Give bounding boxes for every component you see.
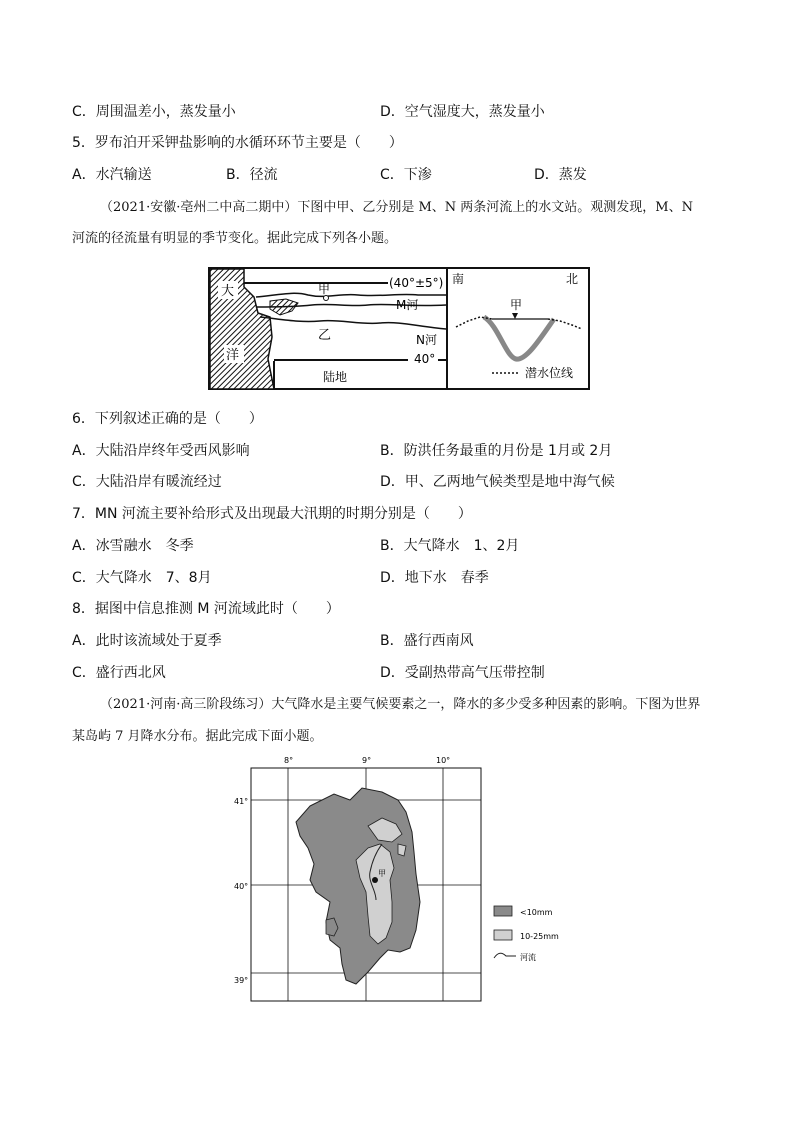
lat-top-label: (40°±5°) <box>389 276 444 290</box>
station-jia-map-label: 甲 <box>378 869 386 878</box>
legend-lt10-swatch <box>494 906 512 916</box>
q6-option-b: B．防洪任务最重的月份是 1月或 2月 <box>380 443 613 459</box>
q8-option-c: C．盛行西北风 <box>72 665 166 681</box>
lat-40-label: 40° <box>414 352 436 366</box>
lat-41-label: 41° <box>234 797 249 806</box>
q8-option-d: D．受副热带高气压带控制 <box>380 665 545 681</box>
q6-option-d: D．甲、乙两地气候类型是地中海气候 <box>380 474 615 490</box>
lon-9-label: 9° <box>362 756 372 765</box>
land-label: 陆地 <box>323 370 348 384</box>
lat-40-label: 40° <box>234 882 249 891</box>
ocean-label-1: 大 <box>221 284 235 299</box>
q6-option-a: A．大陆沿岸终年受西风影响 <box>72 443 250 459</box>
intro1-line1: （2021·安徽·亳州二中高二期中）下图中甲、乙分别是 M、N 两条河流上的水文站。观测发现，M、N <box>100 200 693 215</box>
river-m-label: M河 <box>396 298 419 312</box>
station-jia-label: 甲 <box>318 282 331 296</box>
ocean-label-2: 洋 <box>226 348 240 363</box>
lat-39-label: 39° <box>234 976 249 985</box>
legend-river-icon <box>494 953 516 958</box>
legend-10-25-label: 10-25mm <box>520 932 559 941</box>
q7-option-c: C．大气降水 7、8月 <box>72 570 212 586</box>
station-yi-label: 乙 <box>318 328 332 343</box>
q5-stem: 5．罗布泊开采钾盐影响的水循环环节主要是（ ） <box>72 135 403 151</box>
q4-option-d: D．空气湿度大，蒸发量小 <box>380 104 545 120</box>
legend-lt10-label: <10mm <box>520 908 553 917</box>
q7-option-d: D．地下水 春季 <box>380 570 489 586</box>
q8-stem: 8．据图中信息推测 M 河流域此时（ ） <box>72 601 340 617</box>
q5-option-b: B．径流 <box>226 167 278 183</box>
direction-south: 南 <box>452 272 465 286</box>
river-n-label: N河 <box>416 333 437 347</box>
q6-option-c: C．大陆沿岸有暖流经过 <box>72 474 222 490</box>
q5-option-a: A．水汽输送 <box>72 167 152 183</box>
q7-option-a: A．冰雪融水 冬季 <box>72 538 194 554</box>
intro2-line1: （2021·河南·高三阶段练习）大气降水是主要气候要素之一，降水的多少受多种因素的影响。下图为世界 <box>100 697 701 712</box>
legend-10-25-swatch <box>494 930 512 940</box>
station-jia-dot <box>324 296 329 301</box>
q6-stem: 6．下列叙述正确的是（ ） <box>72 411 263 427</box>
q5-option-c: C．下渗 <box>380 167 432 183</box>
q8-option-a: A．此时该流域处于夏季 <box>72 633 222 649</box>
q7-option-b: B．大气降水 1、2月 <box>380 538 520 554</box>
intro2-line2: 某岛屿 7 月降水分布。据此完成下面小题。 <box>72 729 323 744</box>
station-profile-label: 甲 <box>510 298 523 312</box>
q7-stem: 7．MN 河流主要补给形式及出现最大汛期的时期分别是（ ） <box>72 506 472 522</box>
q8-option-b: B．盛行西南风 <box>380 633 474 649</box>
q5-option-d: D．蒸发 <box>534 167 587 183</box>
river-station-figure <box>208 267 590 391</box>
lon-10-label: 10° <box>436 756 451 765</box>
legend-river-label: 河流 <box>520 953 536 962</box>
q4-option-c: C．周围温差小，蒸发量小 <box>72 104 236 120</box>
intro1-line2: 河流的径流量有明显的季节变化。据此完成下列各小题。 <box>72 231 398 246</box>
legend-phreatic-label: 潜水位线 <box>525 366 574 380</box>
direction-north: 北 <box>566 272 579 286</box>
lon-8-label: 8° <box>284 756 294 765</box>
precipitation-map <box>230 752 570 1004</box>
